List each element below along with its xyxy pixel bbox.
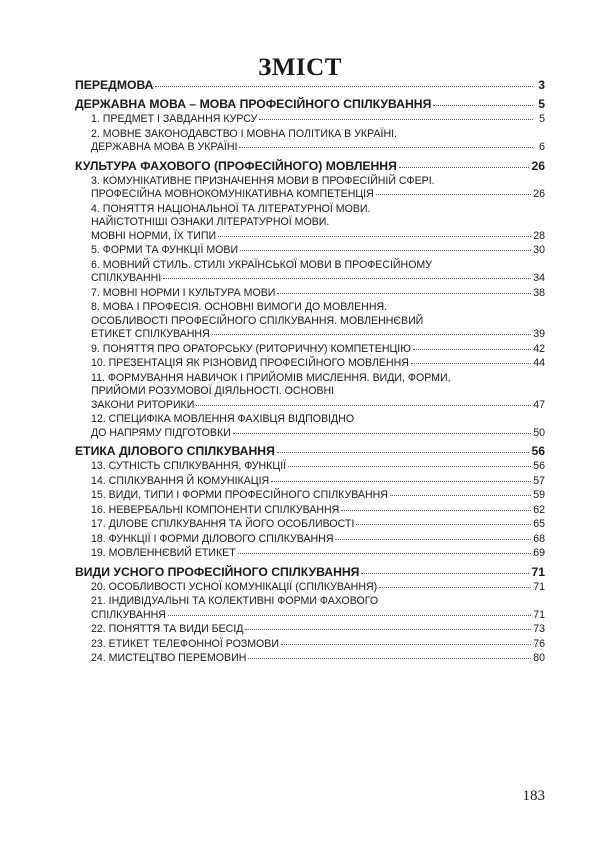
toc-entry-title: ПРИЙОМИ РОЗУМОВОЇ ДІЯЛЬНОСТІ. ОСНОВНІ <box>91 385 335 397</box>
dot-leader <box>277 452 530 453</box>
dot-leader <box>238 553 531 554</box>
toc-entry-line <box>91 595 545 609</box>
toc-entry-title: ЗАКОНИ РИТОРИКИ <box>91 398 195 411</box>
toc-entry-title: 9. ПОНЯТТЯ ПРО ОРАТОРСЬКУ (РИТОРИЧНУ) КОМПЕТЕНЦІЮ <box>91 342 411 355</box>
dot-leader <box>281 644 531 645</box>
toc-entry-line <box>91 141 545 155</box>
toc-page-number: 76 <box>533 637 545 650</box>
toc-entry-line <box>91 301 545 315</box>
toc-entry-title: НАЙІСТОТНІШІ ОЗНАКИ ЛІТЕРАТУРНОЇ МОВИ. <box>91 216 330 228</box>
toc-entry-title: 20. ОСОБЛИВОСТІ УСНОЇ КОМУНІКАЦІЇ (СПІЛКУВАННЯ) <box>91 580 378 593</box>
toc-page-number: 62 <box>533 503 545 516</box>
toc-entry-line <box>91 216 545 230</box>
toc-item-entry <box>91 475 545 489</box>
toc-entry-title: 13. СУТНІСТЬ СПІЛКУВАННЯ, ФУНКЦІЇ <box>91 460 287 472</box>
toc-entry-title: 1. ПРЕДМЕТ І ЗАВДАННЯ КУРСУ <box>91 113 258 125</box>
toc-entry-line <box>91 413 545 427</box>
toc-item-entry <box>91 203 545 244</box>
toc-entry-title: КУЛЬТУРА ФАХОВОГО (ПРОФЕСІЙНОГО) МОВЛЕННЯ <box>75 158 397 173</box>
dot-leader <box>271 481 531 482</box>
page-title: ЗМІСТ <box>258 54 342 81</box>
toc-entry-line <box>91 244 545 258</box>
toc-entry-line <box>91 128 545 142</box>
dot-leader <box>335 539 531 540</box>
toc-page-number: 28 <box>533 229 545 242</box>
toc-entry-line <box>75 159 545 174</box>
toc-entry-line <box>91 230 545 244</box>
toc-entry-title: 21. ІНДИВІДУАЛЬНІ ТА КОЛЕКТИВНІ ФОРМИ ФАХОВОГО <box>91 595 379 607</box>
toc-entry-title: ДО НАПРЯМУ ПІДГОТОВКИ <box>91 426 231 439</box>
toc-entry-title: 4. ПОНЯТТЯ НАЦІОНАЛЬНОЇ ТА ЛІТЕРАТУРНОЇ МОВИ. <box>91 202 371 215</box>
dot-leader <box>390 495 531 496</box>
toc-page-number: 34 <box>533 272 545 284</box>
toc-section-entry <box>75 159 545 174</box>
toc-entry-line <box>91 581 545 595</box>
toc-page-number: 26 <box>531 158 545 173</box>
toc-item-entry <box>91 128 545 155</box>
toc-entry-line <box>91 475 545 489</box>
dot-leader <box>379 587 531 588</box>
toc-page-number: 73 <box>533 623 545 635</box>
toc-entry-line <box>91 372 545 386</box>
toc-item-entry <box>91 652 545 666</box>
toc-entry-title: ПРОФЕСІЙНА МОВНОКОМУНІКАТИВНА КОМПЕТЕНЦІЯ <box>91 188 374 200</box>
toc-page-number: 80 <box>533 652 545 664</box>
toc-item-entry <box>91 460 545 474</box>
toc-entry-line <box>91 385 545 399</box>
toc-item-entry <box>91 581 545 595</box>
toc-entry-line <box>91 188 545 202</box>
dot-leader <box>168 615 531 616</box>
toc-entry-title: ЕТИКЕТ СПІЛКУВАННЯ <box>91 328 210 340</box>
toc-entry-title: 23. ЕТИКЕТ ТЕЛЕФОННОЇ РОЗМОВИ <box>91 637 279 650</box>
toc-entry-title: СПІЛКУВАННІ <box>91 272 162 284</box>
toc-entry-title: 8. МОВА І ПРОФЕСІЯ. ОСНОВНІ ВИМОГИ ДО МОВЛЕННЯ. <box>91 301 388 313</box>
toc-entry-line <box>91 504 545 518</box>
dot-leader <box>233 433 531 434</box>
dot-leader <box>341 510 531 511</box>
toc-entry-title: 15. ВИДИ, ТИПИ І ФОРМИ ПРОФЕСІЙНОГО СПІЛКУВАННЯ <box>91 489 388 501</box>
dot-leader <box>399 167 530 168</box>
toc-item-entry <box>91 113 545 127</box>
toc-entry-line <box>75 565 545 580</box>
toc-item-entry <box>91 175 545 202</box>
dot-leader <box>411 363 531 364</box>
toc-item-entry <box>91 547 545 561</box>
toc-entry-line <box>91 489 545 503</box>
toc-section-entry <box>75 444 545 459</box>
toc-entry-line <box>91 623 545 637</box>
toc-page-number: 50 <box>533 426 545 439</box>
toc-page-number: 38 <box>533 286 545 299</box>
toc-entry-line <box>91 203 545 217</box>
toc-page-number: 71 <box>531 564 545 579</box>
toc-entry-title: СПІЛКУВАННЯ <box>91 608 166 621</box>
toc-entry-title: 11. ФОРМУВАННЯ НАВИЧОК І ПРИЙОМІВ МИСЛЕННЯ. ВИДИ, ФОРМИ, <box>91 371 451 384</box>
toc-entry-title: 3. КОМУНІКАТИВНЕ ПРИЗНАЧЕННЯ МОВИ В ПРОФЕСІЙНІЙ СФЕРІ. <box>91 174 435 187</box>
toc-section-entry <box>75 97 545 112</box>
toc-entry-line <box>91 652 545 666</box>
toc-entry-title: ЕТИКА ДІЛОВОГО СПІЛКУВАННЯ <box>75 444 275 458</box>
toc-entry-line <box>91 399 545 413</box>
page-number: 183 <box>522 788 545 804</box>
toc-page-number: 5 <box>538 97 545 111</box>
dot-leader <box>356 524 531 525</box>
toc-item-entry <box>91 533 545 547</box>
toc-item-entry <box>91 489 545 503</box>
toc-entry-line <box>91 427 545 441</box>
toc-page-number: 3 <box>538 78 545 92</box>
toc-item-entry <box>91 595 545 622</box>
toc-entry-title: 22. ПОНЯТТЯ ТА ВИДИ БЕСІД <box>91 623 244 635</box>
dot-leader <box>239 147 533 148</box>
toc-entry-title: 18. ФУНКЦІЇ І ФОРМИ ДІЛОВОГО СПІЛКУВАННЯ <box>91 532 334 545</box>
toc-entry-title: 2. МОВНЕ ЗАКОНОДАВСТВО І МОВНА ПОЛІТИКА В УКРАЇНІ. <box>91 127 397 140</box>
dot-leader <box>212 334 531 335</box>
toc-entry-title: ДЕРЖАВНА МОВА В УКРАЇНІ <box>91 141 238 153</box>
toc-entry-line <box>91 518 545 532</box>
toc-section-entry <box>75 78 545 93</box>
toc-entry-title: 5. ФОРМИ ТА ФУНКЦІЇ МОВИ <box>91 244 239 256</box>
dot-leader <box>240 250 531 251</box>
toc-page-number: 59 <box>533 489 545 501</box>
toc-page-number: 69 <box>533 547 545 559</box>
dot-leader <box>248 658 531 659</box>
toc-page-number: 56 <box>531 444 545 458</box>
toc-entry-title: 19. МОВЛЕННЄВИЙ ЕТИКЕТ <box>91 547 236 559</box>
toc-page-number: 68 <box>533 532 545 545</box>
dot-leader <box>155 86 533 87</box>
toc-item-entry <box>91 301 545 342</box>
toc-entry-line <box>91 259 545 273</box>
toc-entry-line <box>75 444 545 459</box>
toc-entry-title: МОВНІ НОРМИ, ЇХ ТИПИ <box>91 229 217 242</box>
dot-leader <box>259 119 533 120</box>
toc-entry-title: 10. ПРЕЗЕНТАЦІЯ ЯК РІЗНОВИД ПРОФЕСІЙНОГО МОВЛЕННЯ <box>91 357 409 369</box>
toc-entry-title: ОСОБЛИВОСТІ ПРОФЕСІЙНОГО СПІЛКУВАННЯ. МОВЛЕННЄВИЙ <box>91 314 424 327</box>
toc-item-entry <box>91 259 545 286</box>
table-of-contents <box>75 78 545 666</box>
toc-item-entry <box>91 372 545 413</box>
toc-item-entry <box>91 518 545 532</box>
toc-entry-line <box>91 357 545 371</box>
toc-entry-line <box>91 460 545 474</box>
dot-leader <box>196 405 531 406</box>
dot-leader <box>163 278 531 279</box>
toc-entry-line <box>91 175 545 189</box>
dot-leader <box>376 194 531 195</box>
toc-page-number: 57 <box>533 474 545 487</box>
toc-page-number: 44 <box>533 357 545 369</box>
toc-entry-line <box>91 609 545 623</box>
dot-leader <box>277 293 531 294</box>
toc-page-number: 30 <box>533 244 545 256</box>
toc-entry-line <box>91 547 545 561</box>
toc-item-entry <box>91 638 545 652</box>
toc-entry-title: 6. МОВНИЙ СТИЛЬ. СТИЛІ УКРАЇНСЬКОЇ МОВИ В ПРОФЕСІЙНОМУ <box>91 258 432 271</box>
toc-entry-title: 17. ДІЛОВЕ СПІЛКУВАННЯ ТА ЙОГО ОСОБЛИВОСТІ <box>91 518 355 530</box>
toc-entry-line <box>91 113 545 127</box>
toc-page-number: 39 <box>533 328 545 340</box>
dot-leader <box>361 573 529 574</box>
toc-page-number: 6 <box>539 141 545 153</box>
toc-page-number: 71 <box>533 608 545 621</box>
toc-item-entry <box>91 413 545 440</box>
dot-leader <box>413 349 531 350</box>
toc-page-number: 42 <box>533 342 545 355</box>
toc-entry-line <box>91 533 545 547</box>
toc-entry-line <box>75 97 545 112</box>
toc-entry-title: 24. МИСТЕЦТВО ПЕРЕМОВИН <box>91 652 247 664</box>
toc-item-entry <box>91 357 545 371</box>
toc-page-number: 5 <box>539 113 545 125</box>
toc-entry-line <box>75 78 545 93</box>
toc-entry-line <box>91 328 545 342</box>
toc-entry-title: 7. МОВНІ НОРМИ І КУЛЬТУРА МОВИ <box>91 286 276 299</box>
toc-entry-line <box>91 272 545 286</box>
toc-item-entry <box>91 343 545 357</box>
toc-entry-title: 16. НЕВЕРБАЛЬНІ КОМПОНЕНТИ СПІЛКУВАННЯ <box>91 503 340 516</box>
toc-page-number: 65 <box>533 518 545 530</box>
toc-entry-title: ПЕРЕДМОВА <box>75 78 154 92</box>
toc-entry-title: 12. СПЕЦИФІКА МОВЛЕННЯ ФАХІВЦЯ ВІДПОВІДНО <box>91 413 355 425</box>
toc-entry-line <box>91 638 545 652</box>
toc-page-number: 26 <box>533 188 545 200</box>
toc-entry-title: ДЕРЖАВНА МОВА – МОВА ПРОФЕСІЙНОГО СПІЛКУВАННЯ <box>75 97 432 111</box>
dot-leader <box>218 236 531 237</box>
dot-leader <box>433 105 533 106</box>
toc-section-entry <box>75 565 545 580</box>
toc-entry-line <box>91 315 545 329</box>
toc-page-number: 56 <box>533 460 545 472</box>
toc-page-number: 47 <box>533 398 545 411</box>
toc-page-number: 71 <box>533 580 545 593</box>
toc-entry-line <box>91 343 545 357</box>
toc-entry-title: ВИДИ УСНОГО ПРОФЕСІЙНОГО СПІЛКУВАННЯ <box>75 564 360 579</box>
dot-leader <box>245 629 531 630</box>
toc-entry-line <box>91 287 545 301</box>
toc-item-entry <box>91 623 545 637</box>
toc-item-entry <box>91 244 545 258</box>
toc-item-entry <box>91 287 545 301</box>
dot-leader <box>288 466 531 467</box>
toc-item-entry <box>91 504 545 518</box>
toc-entry-title: 14. СПІЛКУВАННЯ Й КОМУНІКАЦІЯ <box>91 474 270 487</box>
